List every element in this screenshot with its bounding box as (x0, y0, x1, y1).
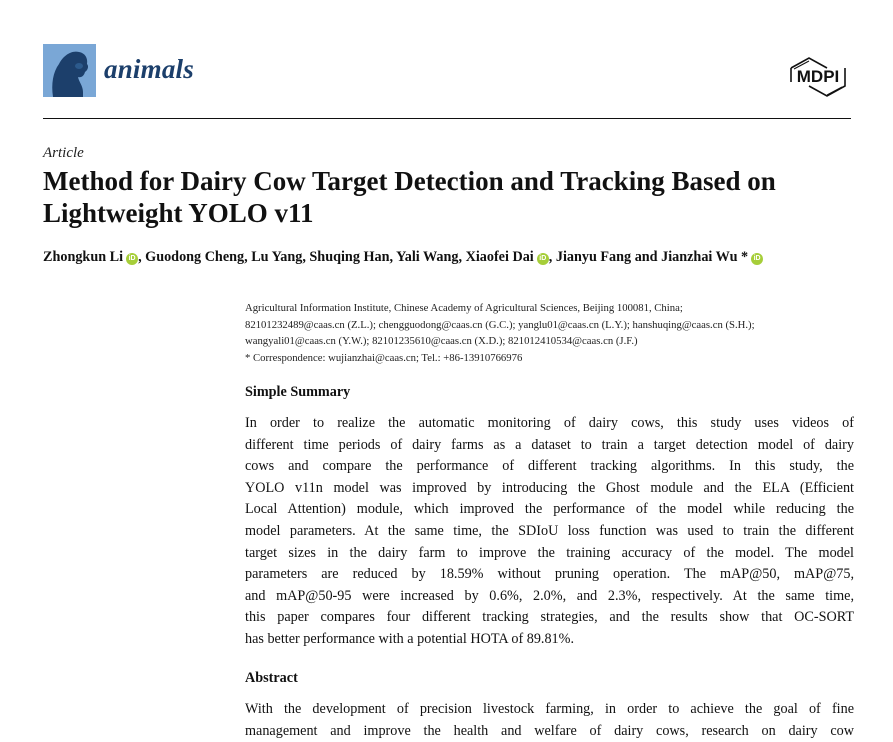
author-name[interactable]: Yali Wang (396, 249, 459, 265)
affiliation-line: Agricultural Information Institute, Chinese Academy of Agricultural Sciences, Beijing 100081, China; (245, 302, 683, 314)
text-line: With the development of precision livestock farming, in order to achieve the goal of fine (245, 701, 854, 717)
journal-logo-icon (43, 44, 96, 97)
simple-summary-text (245, 413, 854, 651)
text-line: YOLO v11n model was improved by introducing the Ghost module and the ELA (Efficient (245, 479, 854, 496)
author-name[interactable]: Zhongkun Li (43, 249, 124, 265)
text-line: has better performance with a potential HOTA of 89.81%. (245, 630, 575, 647)
text-line: and mAP@50-95 were increased by 0.6%, 2.0%, and 2.3%, respectively. At the same time, (245, 587, 854, 604)
author-name[interactable]: Guodong Cheng (145, 249, 245, 265)
orcid-icon[interactable]: iD (537, 253, 549, 265)
author-name[interactable]: Shuqing Han (309, 249, 390, 265)
text-line: model parameters. At the same time, the SDIoU loss function was used to train the different (245, 522, 854, 539)
text-line: parameters are reduced by 18.59% without pruning operation. The mAP@50, mAP@75, (245, 566, 854, 583)
journal-header (43, 44, 851, 100)
affiliations (245, 300, 865, 366)
orcid-icon[interactable]: iD (751, 253, 763, 265)
text-line: management and improve the health and welfare of dairy cows, research on dairy cow (245, 722, 854, 739)
text-line: cows and compare the performance of different tracking algorithms. In this study, the (245, 458, 854, 475)
affiliation-line: wangyali01@caas.cn (Y.W.); 82101235610@caas.cn (X.D.); 821012410534@caas.cn (J.F.) (245, 335, 638, 347)
svg-text:MDPI: MDPI (796, 67, 840, 86)
author-name[interactable]: Jianzhai Wu * (661, 249, 749, 265)
simple-summary-heading: Simple Summary (245, 384, 351, 400)
article-title (43, 165, 873, 229)
text-line: this paper compares four different tracking strategies, and the results show that OC-SORT (245, 609, 854, 626)
abstract-text (245, 699, 854, 742)
text-line: different time periods of dairy farms as a dataset to train a target detection model of dairy (245, 436, 854, 453)
text-line: Local Attention) module, which improved the performance of the model while reducing the (245, 501, 854, 518)
header-divider (43, 118, 851, 119)
abstract-heading: Abstract (245, 670, 298, 686)
journal-name: animals (104, 54, 194, 84)
author-list: Zhongkun Li iD , Guodong Cheng, Lu Yang, Shuqing Han, Yali Wang, Xiaofei Dai iD , Jianyu Fang and Jianzhai Wu * iD (43, 249, 883, 266)
author-name[interactable]: Lu Yang (251, 249, 303, 265)
author-name[interactable]: Xiaofei Dai (465, 249, 534, 265)
affiliation-line: 82101232489@caas.cn (Z.L.); chengguodong@caas.cn (G.C.); yanglu01@caas.cn (L.Y.); hanshuqing@caas.cn (S.H.); (245, 318, 755, 331)
orcid-icon[interactable]: iD (126, 253, 138, 265)
correspondence-line: * Correspondence: wujianzhai@caas.cn; Tel.: +86-13910766976 (245, 351, 523, 364)
title-line: Method for Dairy Cow Target Detection and Tracking Based on (43, 166, 776, 196)
mdpi-logo-icon (785, 54, 851, 100)
title-line: Lightweight YOLO v11 (43, 198, 314, 228)
author-name[interactable]: Jianyu Fang (555, 249, 632, 265)
text-line: target sizes in the dairy farm to improve the training accuracy of the model. The model (245, 544, 854, 561)
article-type: Article (43, 145, 84, 161)
text-line: In order to realize the automatic monitoring of dairy cows, this study uses videos of (245, 415, 854, 431)
